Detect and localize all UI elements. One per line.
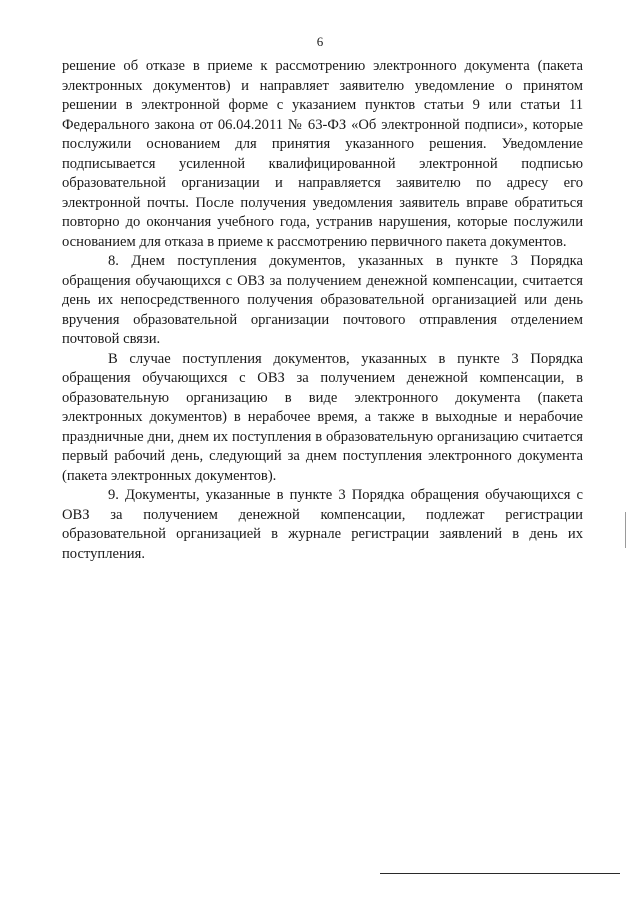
scan-mark (625, 512, 626, 548)
page-number: 6 (316, 34, 324, 49)
document-body (62, 57, 583, 564)
paragraph-continuation: решение об отказе в приеме к рассмотрению электронного документа (пакета электронных документов) и направляет заявителю уведомление о принятом решении в электронной форме с указанием пунктов статьи 9 или статьи 11 Федерального закона от 06.04.2011 № 63-ФЗ «Об электронной подписи», которые послужили основанием для принятия указанного решения. Уведомление подписывается усиленной квалифицированной электронной подписью образовательной организации и направляется заявителю по адресу его электронной почты. После получения уведомления заявитель вправе обратиться повторно до окончания учебного года, устранив нарушения, которые послужили основанием для отказа в приеме к рассмотрению первичного пакета документов. (62, 58, 583, 250)
footer-rule (380, 873, 620, 874)
paragraph-item-9: 9. Документы, указанные в пункте 3 Порядка обращения обучающихся с ОВЗ за получением денежной компенсации, подлежат регистрации образовательной организацией в журнале регистрации заявлений в день их поступления. (62, 487, 583, 562)
paragraph-electronic-receipt: В случае поступления документов, указанных в пункте 3 Порядка обращения обучающихся с ОВЗ за получением денежной компенсации, в образовательную организацию в виде электронного документа (пакета электронных документов) в нерабочее время, а также в выходные и нерабочие праздничные дни, днем их поступления в образовательную организацию считается первый рабочий день, следующий за днем поступления электронного документа (пакета электронных документов). (62, 350, 583, 484)
paragraph-item-8: 8. Днем поступления документов, указанных в пункте 3 Порядка обращения обучающихся с ОВЗ за получением денежной компенсации, считается день их непосредственного получения образовательной организацией или день вручения образовательной организации почтового отправления отделением почтовой связи. (62, 253, 583, 347)
